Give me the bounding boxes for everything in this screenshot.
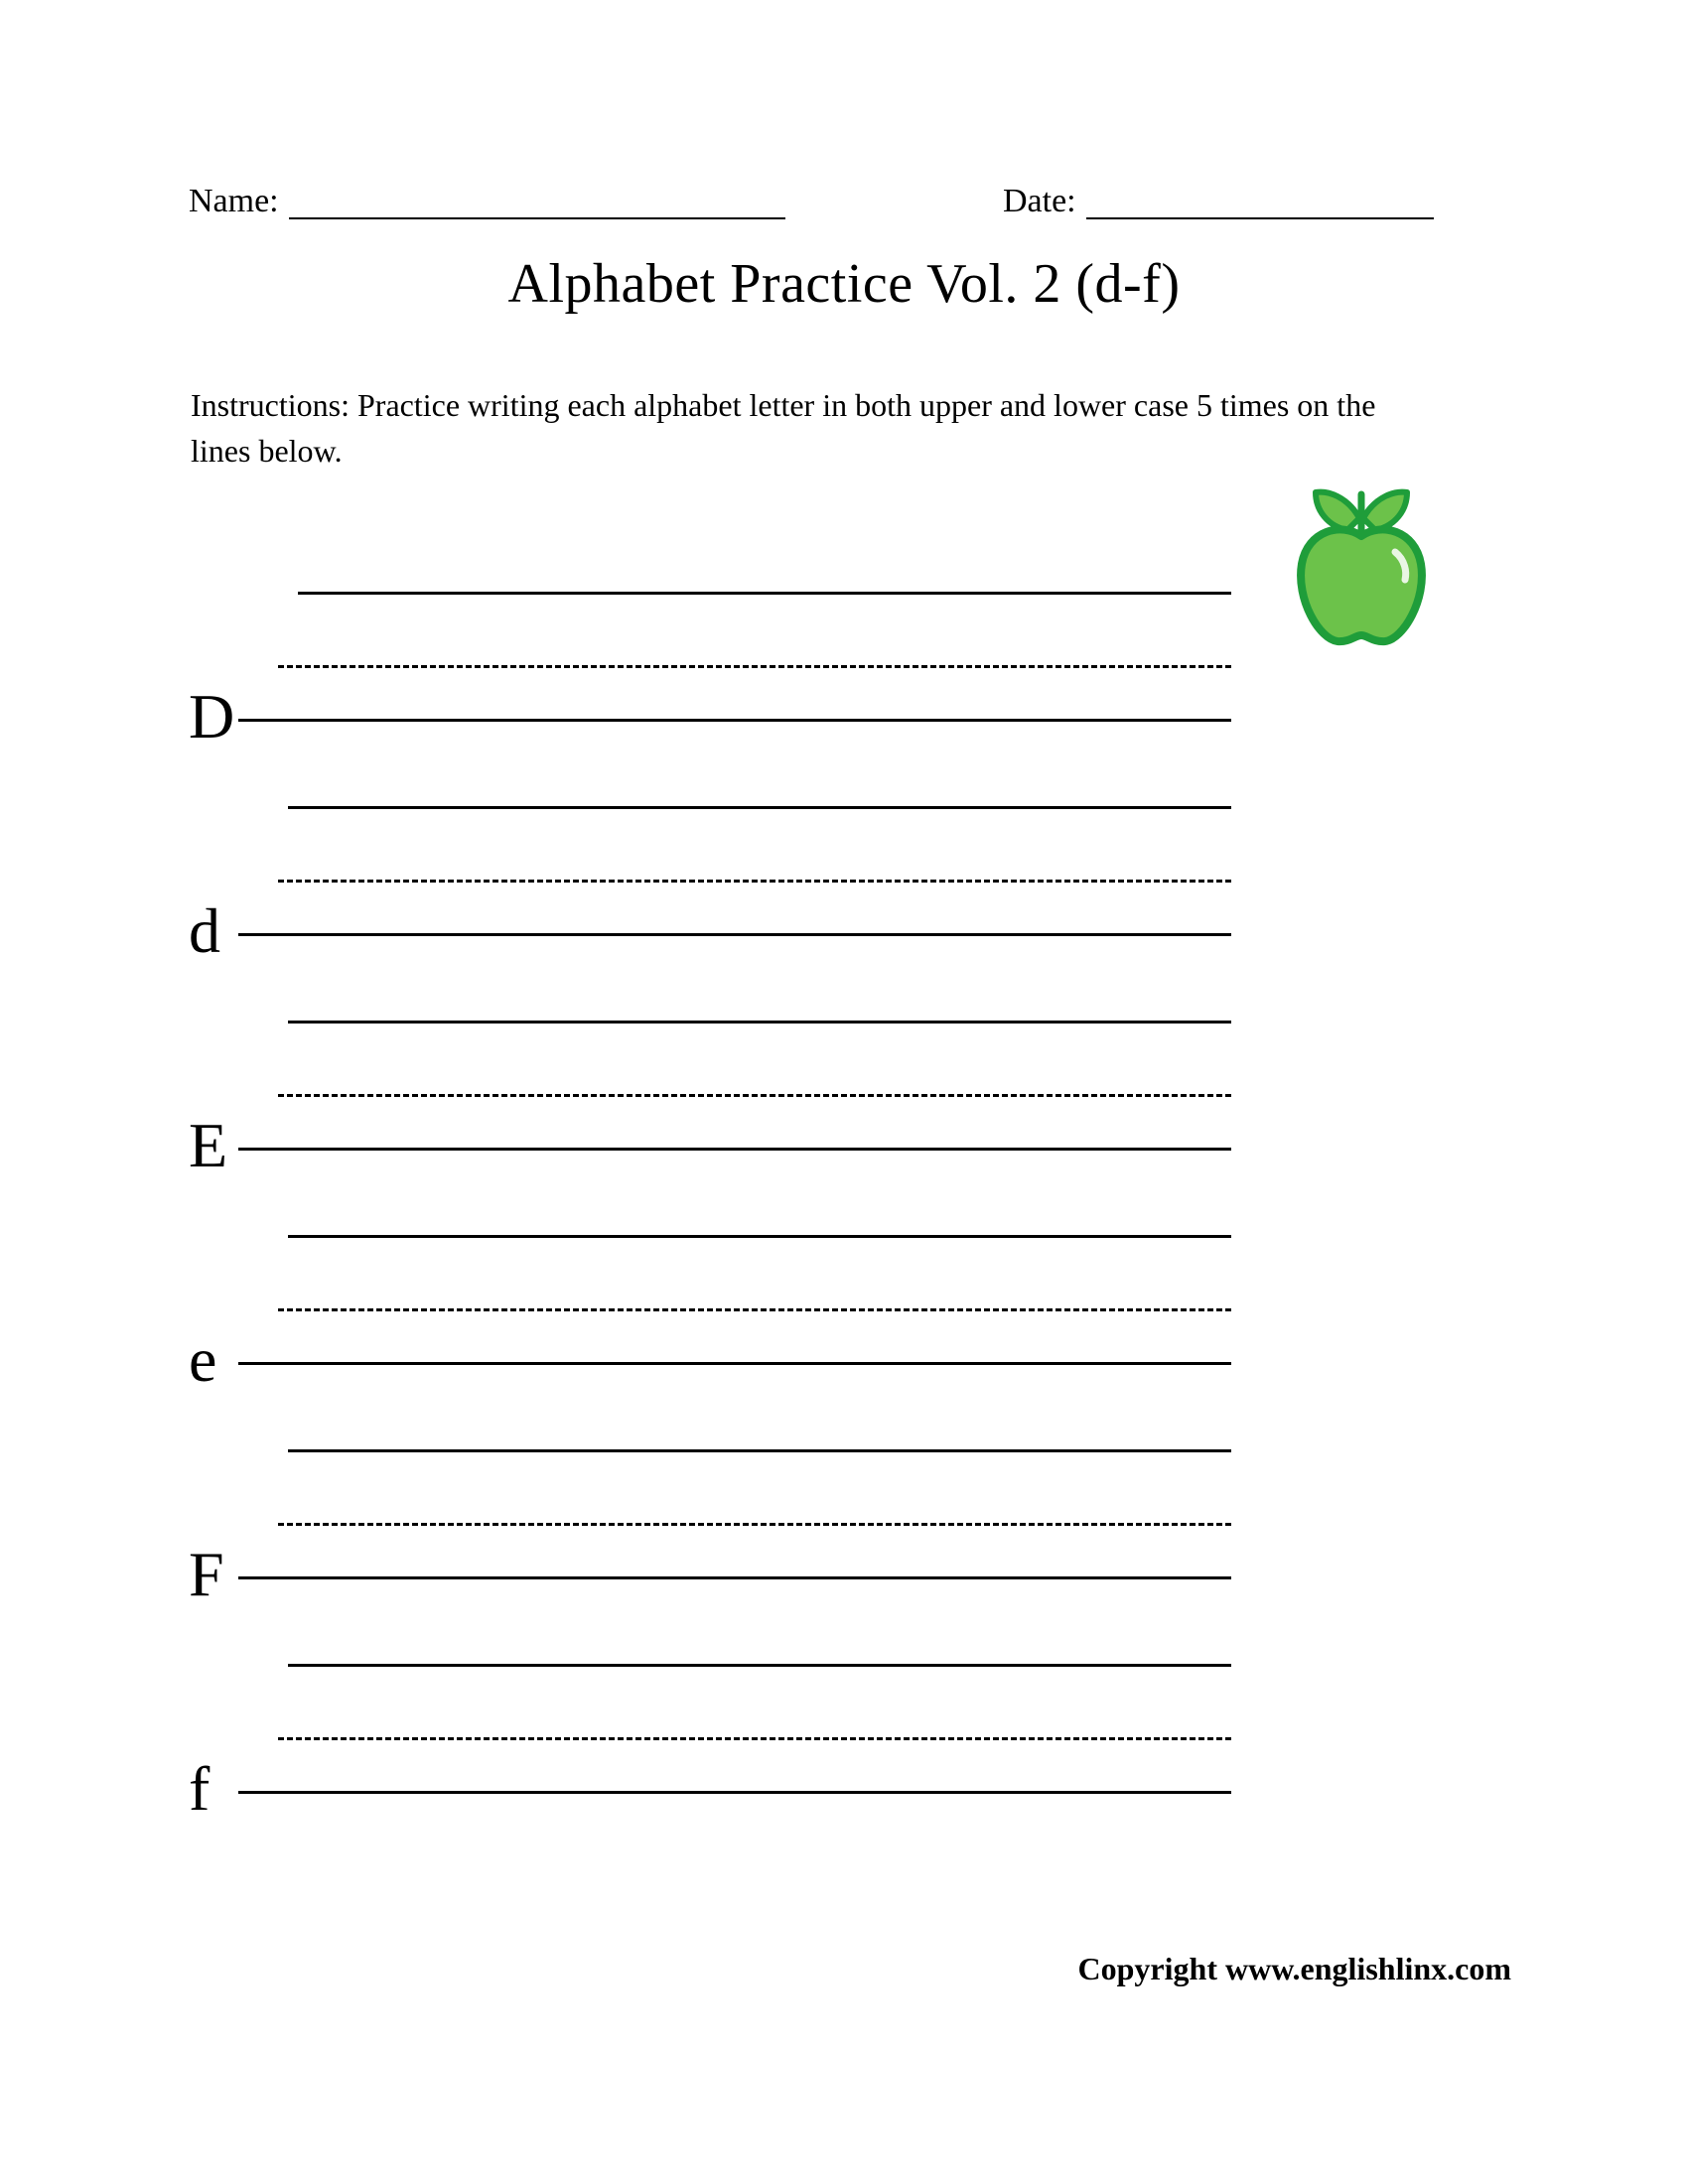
row-letter: d xyxy=(189,895,220,966)
line-middle-dashed[interactable] xyxy=(278,1094,1231,1097)
practice-row xyxy=(179,985,1271,1199)
row-letter: E xyxy=(189,1110,228,1180)
name-write-line[interactable] xyxy=(289,188,785,219)
line-middle-dashed[interactable] xyxy=(278,1737,1231,1740)
line-top[interactable] xyxy=(288,1664,1231,1667)
practice-row xyxy=(179,770,1271,985)
line-middle-dashed[interactable] xyxy=(278,880,1231,883)
line-top[interactable] xyxy=(288,1449,1231,1452)
line-baseline[interactable] xyxy=(238,1576,1231,1579)
line-top[interactable] xyxy=(288,1021,1231,1024)
date-field[interactable] xyxy=(1003,184,1434,219)
date-write-line[interactable] xyxy=(1086,188,1434,219)
page-title: Alphabet Practice Vol. 2 (d-f) xyxy=(507,253,1181,315)
practice-lines-area xyxy=(179,556,1271,1843)
date-label: Date: xyxy=(1003,183,1076,219)
handwriting-lines[interactable] xyxy=(179,1199,1271,1414)
line-baseline[interactable] xyxy=(238,1148,1231,1151)
line-baseline[interactable] xyxy=(238,1791,1231,1794)
line-top[interactable] xyxy=(298,592,1231,595)
handwriting-lines[interactable] xyxy=(179,1628,1271,1843)
practice-row xyxy=(179,1414,1271,1628)
handwriting-lines[interactable] xyxy=(179,770,1271,985)
row-letter: f xyxy=(189,1753,211,1824)
line-baseline[interactable] xyxy=(238,933,1231,936)
instructions-text: Instructions: Practice writing each alphabet letter in both upper and lower case 5 times on the lines below. xyxy=(191,387,1376,469)
name-field[interactable] xyxy=(189,184,785,219)
line-middle-dashed[interactable] xyxy=(278,665,1231,668)
line-baseline[interactable] xyxy=(238,1362,1231,1365)
practice-row xyxy=(179,1628,1271,1843)
line-top[interactable] xyxy=(288,1235,1231,1238)
line-middle-dashed[interactable] xyxy=(278,1523,1231,1526)
practice-row xyxy=(179,1199,1271,1414)
name-label: Name: xyxy=(189,183,279,219)
apple-icon xyxy=(1276,475,1445,653)
handwriting-lines[interactable] xyxy=(179,1414,1271,1628)
line-top[interactable] xyxy=(288,806,1231,809)
row-letter: F xyxy=(189,1539,224,1609)
row-letter: e xyxy=(189,1324,217,1395)
line-middle-dashed[interactable] xyxy=(278,1308,1231,1311)
row-letter: D xyxy=(189,681,235,751)
practice-row xyxy=(179,556,1271,770)
handwriting-lines[interactable] xyxy=(179,556,1271,770)
line-baseline[interactable] xyxy=(238,719,1231,722)
handwriting-lines[interactable] xyxy=(179,985,1271,1199)
copyright-footer: Copyright www.englishlinx.com xyxy=(1077,1951,1511,1986)
name-date-row xyxy=(189,184,1360,231)
